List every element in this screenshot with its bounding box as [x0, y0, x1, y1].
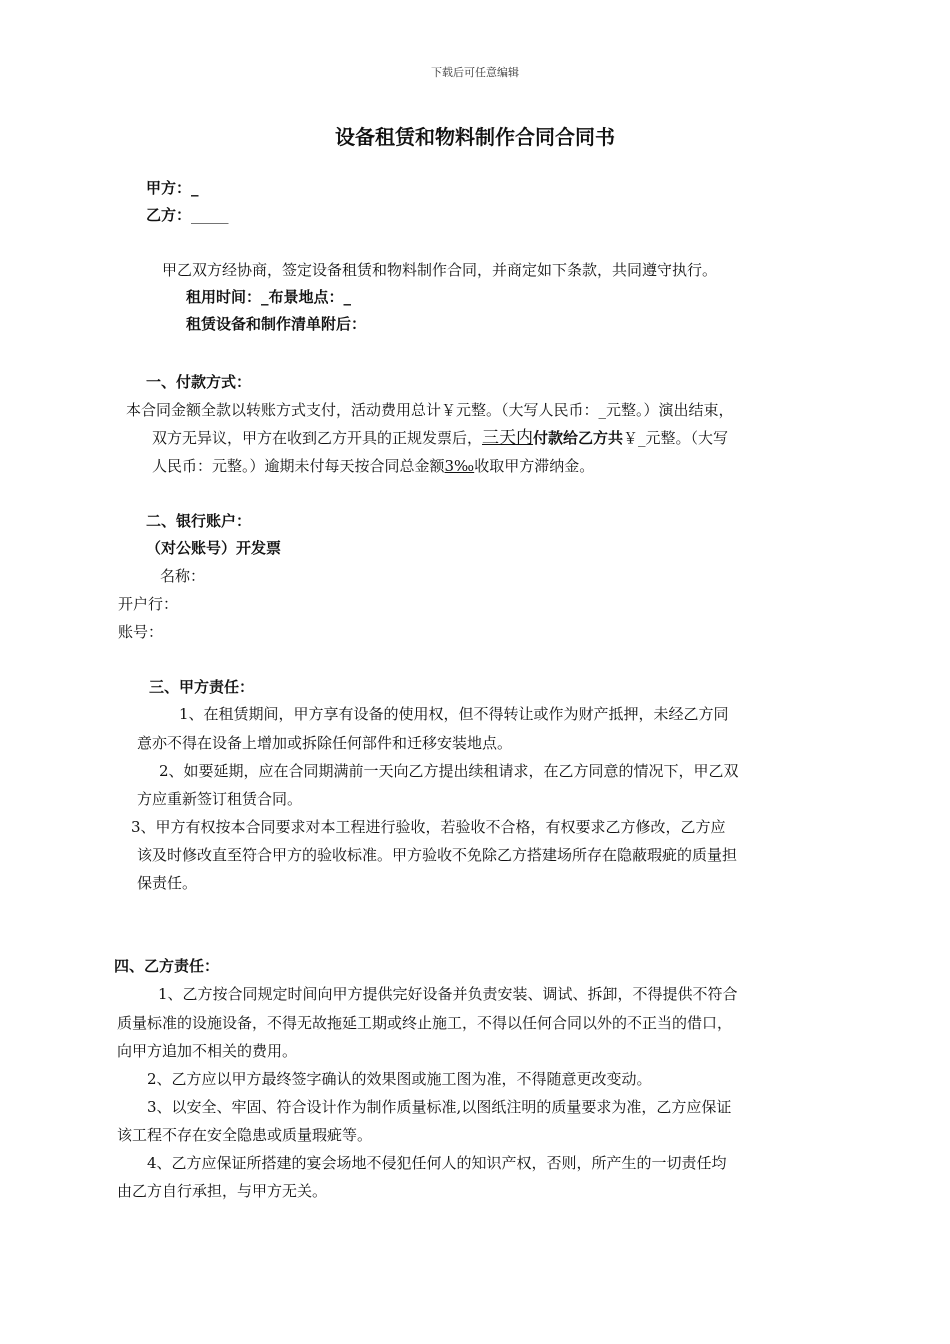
bank-branch-label: 开户行：	[118, 595, 179, 613]
bank-name-label: 名称：	[160, 567, 206, 585]
party-b-label: 乙方：	[146, 206, 192, 224]
section4-line: 向甲方追加不相关的费用。	[117, 1042, 298, 1060]
section4-line: 3、以安全、牢固、符合设计作为制作质量标准,以图纸注明的质量要求为准，乙方应保证	[147, 1098, 732, 1116]
section4-line: 4、乙方应保证所搭建的宴会场地不侵犯任何人的知识产权，否则，所产生的一切责任均	[147, 1154, 727, 1172]
section3-line: 意亦不得在设备上增加或拆除任何部件和迁移安装地点。	[137, 734, 513, 752]
section1-line2-part-c: 付款给乙方共	[533, 429, 624, 447]
section1-line3-part-c: 收取甲方滞纳金。	[474, 457, 595, 475]
section1-line3	[152, 456, 594, 476]
section4-line: 由乙方自行承担，与甲方无关。	[117, 1182, 328, 1200]
section4-line: 质量标准的设施设备，不得无故拖延工期或终止施工，不得以任何合同以外的不正当的借口，	[117, 1014, 733, 1032]
header-note: 下载后可任意编辑	[431, 66, 519, 79]
section3-line: 保责任。	[137, 874, 198, 892]
party-a-line: 甲方：_	[146, 179, 199, 197]
section2-subheading: （对公账号）开发票	[146, 539, 282, 557]
document-title: 设备租赁和物料制作合同合同书	[335, 125, 615, 149]
bank-account-label: 账号：	[118, 623, 164, 641]
section3-line: 方应重新签订租赁合同。	[137, 790, 303, 808]
section4-line: 2、乙方应以甲方最终签字确认的效果图或施工图为准，不得随意更改变动。	[147, 1070, 652, 1088]
rent-time-line: 租用时间：_布景地点：_	[186, 288, 352, 306]
three-days-text: 三天内	[482, 428, 534, 448]
party-b-blank: _____	[191, 206, 229, 224]
late-fee-rate: 3‰	[444, 457, 475, 475]
section3-line: 1、在租赁期间，甲方享有设备的使用权，但不得转让或作为财产抵押，未经乙方同	[179, 705, 729, 723]
section1-heading: 一、付款方式：	[146, 373, 252, 391]
section4-line: 该工程不存在安全隐患或质量瑕疵等。	[117, 1126, 373, 1144]
section3-heading: 三、甲方责任：	[149, 678, 255, 696]
section4-heading: 四、乙方责任：	[114, 957, 220, 975]
party-b-line	[146, 205, 229, 225]
section1-line1: 本合同金额全款以转账方式支付，活动费用总计￥元整。（大写人民币：_元整。）演出结束，	[126, 401, 734, 419]
section3-line: 2、如要延期，应在合同期满前一天向乙方提出续租请求，在乙方同意的情况下，甲乙双	[159, 762, 739, 780]
section2-heading: 二、银行账户：	[146, 512, 252, 530]
section1-line2-part-d: ￥_元整。（大写	[623, 429, 729, 447]
section1-line2	[152, 428, 728, 448]
section1-line2-part-a: 双方无异议，甲方在收到乙方开具的正规发票后，	[152, 429, 483, 447]
equipment-list-line: 租赁设备和制作清单附后：	[186, 315, 367, 333]
section3-line: 该及时修改直至符合甲方的验收标准。甲方验收不免除乙方搭建场所存在隐蔽瑕疵的质量担	[137, 846, 738, 864]
section1-line3-part-a: 人民币：元整。）逾期未付每天按合同总金额	[152, 457, 445, 475]
section4-line: 1、乙方按合同规定时间向甲方提供完好设备并负责安装、调试、拆卸，不得提供不符合	[158, 985, 738, 1003]
section3-line: 3、甲方有权按本合同要求对本工程进行验收，若验收不合格，有权要求乙方修改，乙方应	[131, 818, 726, 836]
intro-paragraph: 甲乙双方经协商，签定设备租赁和物料制作合同，并商定如下条款，共同遵守执行。	[162, 261, 718, 279]
